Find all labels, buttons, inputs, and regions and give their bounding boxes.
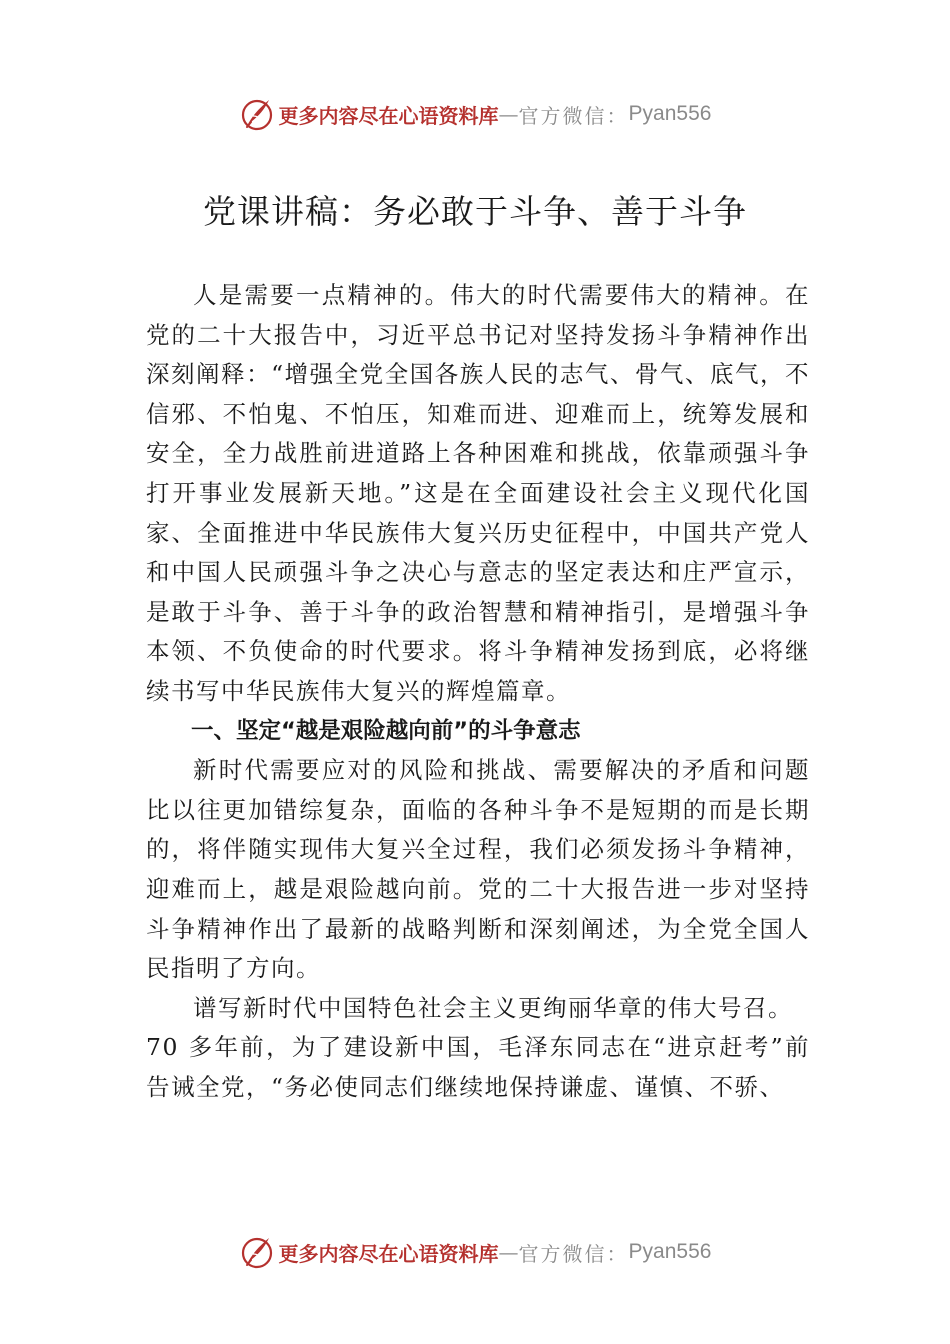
document-body: [146, 276, 810, 1107]
wechat-account: Pyan556: [628, 1240, 712, 1263]
body-paragraph-4: 70 多年前，为了建设新中国，毛泽东同志在“进京赶考”前告诫全党，“务必使同志们继续地保持谦虚、谨慎、不骄、: [146, 1033, 810, 1101]
banner-dash: —: [498, 102, 519, 126]
quill-pen-logo-icon: [239, 96, 275, 132]
footer-watermark-banner: [0, 1232, 950, 1272]
body-paragraph-1: 人是需要一点精神的。伟大的时代需要伟大的精神。在党的二十大报告中，习近平总书记对坚持发扬斗争精神作出深刻阐释：“增强全党全国各族人民的志气、骨气、底气，不信邪、不怕鬼、不怕压，知难而进、迎难而上，统筹发展和安全，全力战胜前进道路上各种困难和挑战，依靠顽强斗争打开事业发展新天地。”这是在全面建设社会主义现代化国家、全面推进中华民族伟大复兴历史征程中，中国共产党人和中国人民顽强斗争之决心与意志的坚定表达和庄严宣示，是敢于斗争、善于斗争的政治智慧和精神指引，是增强斗争本领、不负使命的时代要求。将斗争精神发扬到底，必将继续书写中华民族伟大复兴的辉煌篇章。: [146, 281, 810, 705]
brand-name: 更多内容尽在心语资料库: [278, 103, 499, 128]
body-paragraph-3: 谱写新时代中国特色社会主义更绚丽华章的伟大号召。: [193, 993, 793, 1022]
document-title: 党课讲稿：务必敢于斗争、善于斗争: [203, 192, 747, 231]
body-paragraph-2: 新时代需要应对的风险和挑战、需要解决的矛盾和问题比以往更加错综复杂，面临的各种斗争不是短期的而是长期的，将伴随实现伟大复兴全过程，我们必须发扬斗争精神，迎难而上，越是艰险越向前。党的二十大报告进一步对坚持斗争精神作出了最新的战略判断和深刻阐述，为全党全国人民指明了方向。: [146, 756, 810, 983]
wechat-account: Pyan556: [628, 102, 712, 125]
wechat-label: 官方微信：: [518, 103, 629, 128]
wechat-label: 官方微信：: [518, 1241, 629, 1266]
brand-name: 更多内容尽在心语资料库: [278, 1241, 499, 1266]
header-watermark-banner: [0, 94, 950, 134]
section-heading-1: 一、坚定“越是艰险越向前”的斗争意志: [191, 717, 581, 744]
quill-pen-logo-icon: [239, 1234, 275, 1270]
banner-dash: —: [498, 1240, 519, 1264]
